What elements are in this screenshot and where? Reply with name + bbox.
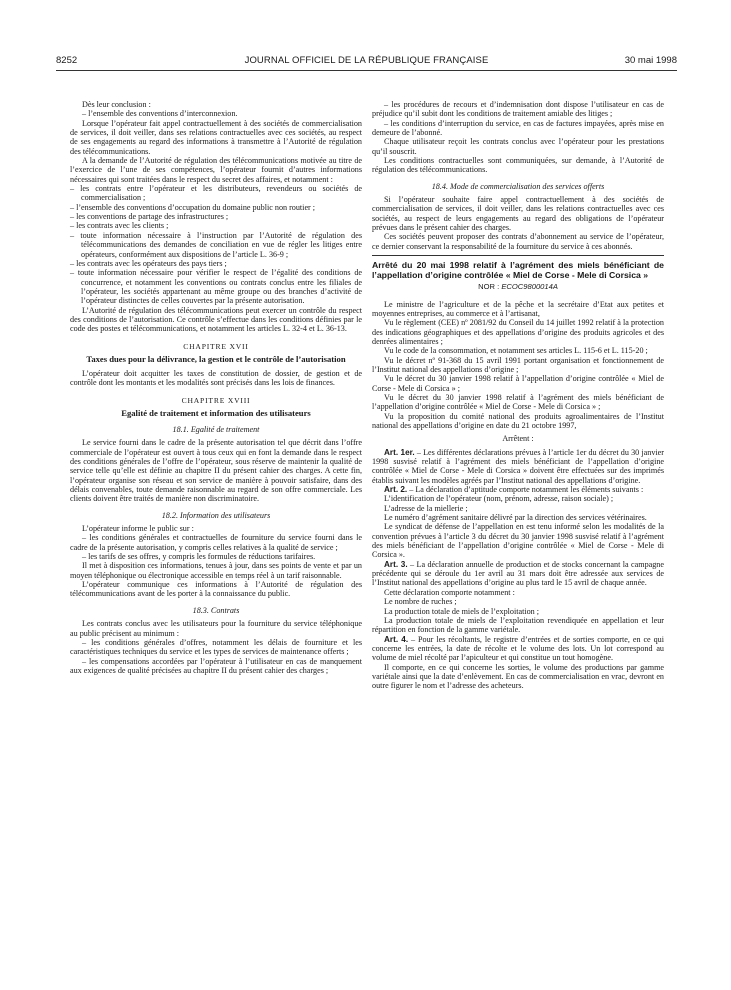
paragraph: Vu le code de la consommation, et notamment ses articles L. 115-6 et L. 115-20 ;: [384, 346, 648, 356]
paragraph: Le numéro d’agrément sanitaire délivré par la direction des services vétérinaires.: [384, 513, 647, 523]
issue-date: 30 mai 1998: [624, 55, 677, 66]
article: [372, 560, 664, 588]
list-item: – les compensations accordées par l’opérateur à l’utilisateur en cas de manquement aux exigences de qualité précisées au chapitre II du présent cahier des charges ;: [70, 656, 362, 675]
list-item: – l’ensemble des conventions d’interconnexion.: [82, 109, 238, 119]
right-column: [372, 100, 664, 691]
paragraph: A la demande de l’Autorité de régulation des télécommunications motivée au titre de l’exercice de l’une de ses compétences, l’opérateur fournit d’autres informations nécessaires qui sont traitées dans le respect du secret des affaires, et notamment :: [70, 156, 362, 184]
paragraph: Le nombre de ruches ;: [384, 597, 457, 607]
list-item: – les conditions d’interruption du service, en cas de factures impayées, après mise en demeure de l’abonné.: [372, 118, 664, 138]
journal-title: JOURNAL OFFICIEL DE LA RÉPUBLIQUE FRANÇAISE: [244, 55, 489, 66]
chapter-title: Egalité de traitement et information des utilisateurs: [121, 407, 311, 418]
paragraph: Vu le décret nº 91-368 du 15 avril 1991 portant organisation et fonctionnement de l’Institut national des appellations d’origine ;: [372, 355, 664, 374]
nor-code: ECOC9800014A: [501, 282, 558, 292]
left-column: [70, 100, 362, 675]
paragraph: Chaque utilisateur reçoit les contrats conclus avec l’opérateur pour les prestations qu’il souscrit.: [372, 137, 664, 156]
arretent-heading: Arrêtent :: [502, 434, 534, 444]
page-number: 8252: [56, 55, 78, 66]
article-label: Art. 3.: [384, 559, 408, 569]
paragraph: Le service fourni dans le cadre de la présente autorisation tel que décrit dans l’offre commerciale de l’opérateur est ouvert à tous ceux qui en font la demande dans le respect des conditions générales de l’offre de l’opérateur, sous réserve de maintenir la qualité de service telle qu’elle est définie au chapitre II du présent cahier des charges. A cette fin, l’opérateur organise son réseau et son service de manière à pouvoir satisfaire, dans des délais convenables, toute demande raisonnable au regard de son offre commerciale. Les clients doivent être traités de manière non discriminatoire.: [70, 438, 362, 504]
header-rule: [56, 70, 677, 71]
paragraph: Vu le décret du 30 janvier 1998 relatif à l’appellation d’origine contrôlée « Miel de Corse - Mele di Corsica » ;: [372, 374, 664, 393]
paragraph: Les contrats conclus avec les utilisateurs pour la fourniture du service téléphonique au public précisent au minimum :: [70, 619, 362, 638]
paragraph: Vu le décret du 30 janvier 1998 relatif à l’agrément des miels bénéficiant de l’appellation d’origine contrôlée « Miel de Corse - Mele di Corsica » ;: [372, 392, 664, 412]
section-separator: [372, 255, 664, 256]
paragraph: Vu la proposition du comité national des produits agroalimentaires de l’Institut national des appellations d’origine en date du 21 octobre 1997,: [372, 411, 664, 430]
list-item: – les tarifs de ses offres, y compris les formules de réductions tarifaires.: [82, 552, 316, 562]
paragraph: Lorsque l’opérateur fait appel contractuellement à des sociétés de commercialisation de services, il doit veiller, dans ses relations contractuelles avec ces sociétés, au respect de ses engagements au regard des informations à transmettre à l’Autorité de régulation des télécommunications.: [70, 118, 362, 156]
list-item: – toute information nécessaire à l’instruction par l’Autorité de régulation des télécommunications des demandes de conciliation en vue de régler les litiges entre opérateurs, conformément aux dispositions de l’article L. 36-9 ;: [70, 230, 362, 259]
article-label: Art. 4.: [384, 634, 409, 644]
arrete-title: Arrêté du 20 mai 1998 relatif à l’agrément des miels bénéficiant de l’appellation d’origine contrôlée « Miel de Corse - Mele di Corsica »: [372, 260, 664, 281]
paragraph: Il comporte, en ce qui concerne les sorties, le volume des productions par gamme variétale ainsi que la date d’enlèvement. En cas de commercialisation en vrac, devront en outre figurer le nom et l’adresse des acheteurs.: [372, 662, 664, 691]
article-label: Art. 1er.: [384, 447, 415, 457]
paragraph: Le syndicat de défense de l’appellation en est tenu informé selon les modalités de la convention prévues à l’article 3 du décret du 30 janvier 1998 susvisé relatif à l’agrément des miels bénéficiant de l’appellation d’origine contrôlée « Miel de Corse - Mele di Corsica ».: [372, 522, 664, 560]
article: [372, 448, 664, 485]
article-text: – La déclaration d’aptitude comporte notamment les éléments suivants :: [407, 485, 644, 495]
article-text: – La déclaration annuelle de production et de stocks concernant la campagne précédente qui se déroule du 1er avril au 31 mars doit être adressée aux services de l’Institut national des appellations d’origine au plus tard le 15 avril de chaque année.: [372, 559, 664, 588]
paragraph: Dès leur conclusion :: [82, 100, 151, 109]
paragraph: Ces sociétés peuvent proposer des contrats d’abonnement au service de l’opérateur, ce dernier conservant la responsabilité de la fourniture du service à ces abonnés.: [372, 232, 664, 251]
paragraph: Si l’opérateur souhaite faire appel contractuellement à des sociétés de commercialisation de services, il doit veiller, dans les relations contractuelles avec ces sociétés, au respect de leurs engagements au regard des obligations de l’opérateur prévues dans le présent cahier des charges.: [372, 195, 664, 233]
paragraph: Les conditions contractuelles sont communiquées, sur demande, à l’Autorité de régulation des télécommunications.: [372, 156, 664, 175]
article-label: Art. 2.: [384, 485, 408, 495]
section-heading: 18.4. Mode de commercialisation des services offerts: [431, 181, 605, 191]
article-text: – Les différentes déclarations prévues à l’article 1er du décret du 30 janvier 1998 susvisé relatif à l’agrément des miels bénéficiant de l’appellation d’origine contrôlée « Miel de Corse - Mele di Corsica » doivent être effectuées sur des imprimés établis suivant les modèles agréés par l’Institut national des appellations d’origine.: [372, 447, 664, 485]
paragraph: Vu le règlement (CEE) nº 2081/92 du Conseil du 14 juillet 1992 relatif à la protection des indications géographiques et des appellations d’origine des produits agricoles et des denrées alimentaires ;: [372, 318, 664, 346]
paragraph: L’identification de l’opérateur (nom, prénom, adresse, raison sociale) ;: [384, 494, 614, 504]
paragraph: L’Autorité de régulation des télécommunications peut exercer un contrôle du respect des conditions de l’autorisation. Ce contrôle s’effectue dans les conditions définies par le code des postes et télécommunications, et notamment les articles L. 32-4 et L. 36-13.: [70, 305, 362, 334]
list-item: – les contrats avec les clients ;: [70, 221, 169, 231]
section-heading: 18.1. Egalité de traitement: [172, 424, 260, 434]
list-item: – les conditions générales et contractuelles de fourniture du service fourni dans le cadre de la présente autorisation, y compris celles relatives à la qualité de service ;: [70, 533, 362, 552]
section-heading: 18.3. Contrats: [192, 605, 240, 615]
list-item: – toute information nécessaire pour vérifier le respect de l’égalité des conditions de concurrence, et notamment les conventions ou contrats conclus entre les filiales de l’opérateur, les sociétés appartenant au même groupe ou des branches d’activité de l’opérateur distinctes de celles couvertes par la présente autorisation.: [70, 268, 362, 306]
page-header: [56, 55, 677, 69]
paragraph: La production totale de miels de l’exploitation revendiquée en appellation et leur répartition en fonction de la gamme variétale.: [372, 615, 664, 635]
chapter-heading: CHAPITRE XVII: [183, 341, 249, 351]
list-item: – les conditions générales d’offres, notamment les délais de fourniture et les caractéristiques techniques du service et les types de services de maintenance offerts ;: [70, 637, 362, 657]
nor-label: NOR :: [478, 282, 500, 292]
article: [372, 485, 664, 494]
chapter-title: Taxes dues pour la délivrance, la gestion et le contrôle de l’autorisation: [86, 353, 346, 364]
paragraph: Cette déclaration comporte notamment :: [384, 587, 515, 597]
paragraph: L’opérateur communique ces informations à l’Autorité de régulation des télécommunications avant de les porter à la connaissance du public.: [70, 580, 362, 599]
paragraph: L’opérateur doit acquitter les taxes de constitution de dossier, de gestion et de contrôle dont les montants et les modalités sont précisés dans les lois de finances.: [70, 368, 362, 388]
paragraph: L’adresse de la miellerie ;: [384, 503, 468, 513]
list-item: – les conventions de partage des infrastructures ;: [70, 212, 229, 222]
list-item: – les contrats avec les opérateurs des pays tiers ;: [70, 258, 227, 268]
paragraph: L’opérateur informe le public sur :: [82, 524, 194, 534]
list-item: – les procédures de recours et d’indemnisation dont dispose l’utilisateur en cas de préjudice qu’il subit dont les conditions de traitement amiable des litiges ;: [372, 100, 664, 119]
list-item: – les contrats entre l’opérateur et les distributeurs, revendeurs ou sociétés de commercialisation ;: [70, 184, 362, 203]
list-item: – l’ensemble des conventions d’occupation du domaine public non routier ;: [70, 202, 316, 212]
chapter-heading: CHAPITRE XVIII: [181, 395, 251, 405]
article-text: – Pour les récoltants, le registre d’entrées et de sorties comporte, en ce qui concerne les entrées, la date de récolte et le volume des lots. Un lot correspond au volume de miel récolté par l’apiculteur et qui constitue un tout homogène.: [372, 634, 664, 663]
nor-reference: [372, 282, 664, 291]
paragraph: Il met à disposition ces informations, tenues à jour, dans ses points de vente et par un moyen téléphonique ou électronique accessible en temps réel à un tarif raisonnable.: [70, 561, 362, 580]
paragraph: La production totale de miels de l’exploitation ;: [384, 606, 540, 616]
article: [372, 635, 664, 663]
section-heading: 18.2. Information des utilisateurs: [161, 510, 271, 520]
paragraph: Le ministre de l’agriculture et de la pêche et la secrétaire d’Etat aux petites et moyennes entreprises, au commerce et à l’artisanat,: [372, 299, 664, 318]
